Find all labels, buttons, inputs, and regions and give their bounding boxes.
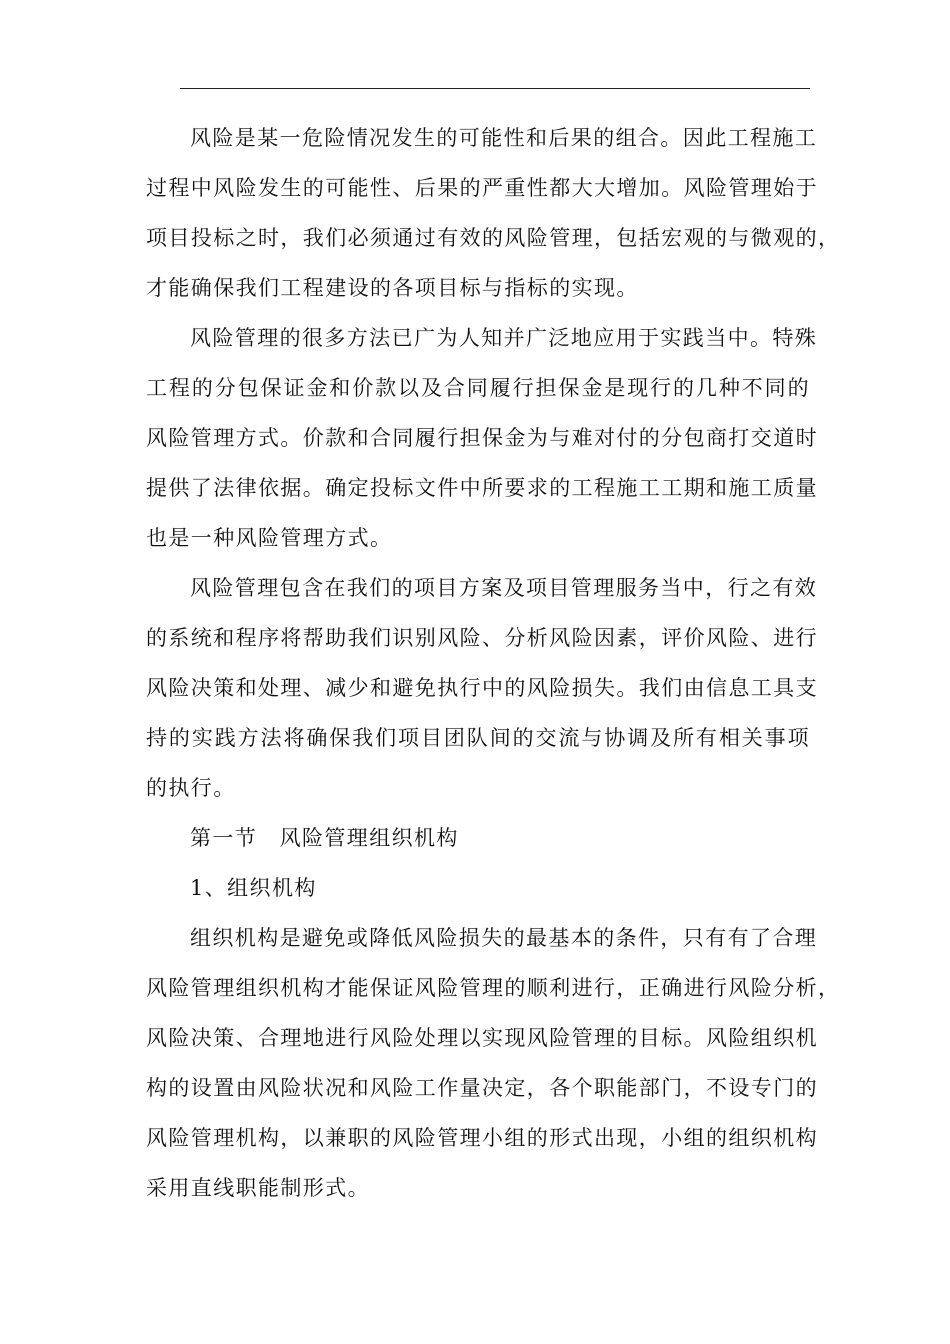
text-line: 才能确保我们工程建设的各项目标与指标的实现。 bbox=[146, 276, 639, 300]
text-line: 风险管理方式。价款和合同履行担保金为与难对付的分包商打交道时 bbox=[146, 426, 818, 450]
text-line: 风险管理机构，以兼职的风险管理小组的形式出现，小组的组织机构 bbox=[146, 1126, 818, 1150]
text-line: 构的设置由风险状况和风险工作量决定，各个职能部门，不设专门的 bbox=[146, 1076, 818, 1100]
subsection-heading: 1、组织机构 bbox=[190, 876, 317, 900]
section-heading: 第一节 风险管理组织机构 bbox=[190, 826, 459, 850]
header-rule bbox=[180, 88, 810, 89]
text-line: 风险管理包含在我们的项目方案及项目管理服务当中，行之有效 bbox=[190, 576, 818, 600]
text-line: 过程中风险发生的可能性、后果的严重性都大大增加。风险管理始于 bbox=[146, 176, 818, 200]
paragraph-risk-services bbox=[146, 563, 818, 813]
text-line: 提供了法律依据。确定投标文件中所要求的工程施工工期和施工质量 bbox=[146, 476, 818, 500]
text-line: 风险是某一危险情况发生的可能性和后果的组合。因此工程施工 bbox=[190, 126, 818, 150]
text-line: 风险决策、合理地进行风险处理以实现风险管理的目标。风险组织机 bbox=[146, 1026, 818, 1050]
text-line: 采用直线职能制形式。 bbox=[146, 1176, 370, 1200]
paragraph-organization bbox=[146, 913, 841, 1213]
text-line: 的系统和程序将帮助我们识别风险、分析风险因素，评价风险、进行 bbox=[146, 626, 818, 650]
text-line: 风险管理的很多方法已广为人知并广泛地应用于实践当中。特殊 bbox=[190, 326, 818, 350]
text-line: 工程的分包保证金和价款以及合同履行担保金是现行的几种不同的 bbox=[146, 376, 810, 400]
text-line: 组织机构是避免或降低风险损失的最基本的条件，只有有了合理 bbox=[190, 926, 818, 950]
text-line: 项目投标之时，我们必须通过有效的风险管理，包括宏观的与微观的， bbox=[146, 226, 841, 250]
text-line: 风险决策和处理、减少和避免执行中的风险损失。我们由信息工具支 bbox=[146, 676, 818, 700]
text-line: 风险管理组织机构才能保证风险管理的顺利进行，正确进行风险分析， bbox=[146, 976, 841, 1000]
paragraph-risk-definition bbox=[146, 113, 841, 313]
paragraph-risk-methods bbox=[146, 313, 818, 563]
document-body bbox=[146, 113, 841, 1213]
text-line: 的执行。 bbox=[146, 776, 236, 800]
text-line: 持的实践方法将确保我们项目团队间的交流与协调及所有相关事项 bbox=[146, 726, 810, 750]
text-line: 也是一种风险管理方式。 bbox=[146, 526, 393, 550]
